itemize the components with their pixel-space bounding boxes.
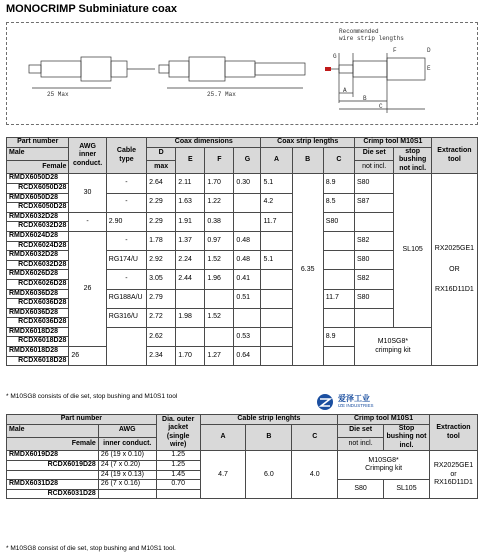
table-row xyxy=(7,174,478,184)
stop-bushing-cell: SL105 xyxy=(394,174,431,328)
header-awg: AWG inner conduct. xyxy=(69,138,106,174)
part-female: RCDX6019D28 xyxy=(7,460,99,470)
part-female: RCDX6050D28 xyxy=(7,183,69,193)
drawing-label-e: E xyxy=(427,65,431,72)
header-cable-type: Cable type xyxy=(106,138,146,174)
connector-drawing xyxy=(6,22,478,125)
header-extraction-tool: Extraction tool xyxy=(429,415,477,451)
c-cell xyxy=(323,251,354,270)
d-cell: 2.62 xyxy=(147,327,176,346)
a-cell xyxy=(261,270,292,289)
awg-empty xyxy=(98,489,156,499)
die-cell: S82 xyxy=(354,231,393,250)
header-dia-outer: Dia. outer jacket (single wire) xyxy=(156,415,200,451)
part-male: RMDX6050D28 xyxy=(7,174,69,184)
d-cell: 2.34 xyxy=(147,347,176,366)
a-cell: 5.1 xyxy=(261,174,292,193)
die-cell xyxy=(354,308,393,327)
a-cell xyxy=(261,347,292,366)
c-cell xyxy=(323,308,354,327)
d-cell: 2.29 xyxy=(147,193,176,212)
cable-cell: RG316/U xyxy=(106,308,146,327)
header-c: C xyxy=(292,424,338,451)
c-cell xyxy=(323,270,354,289)
die-cell: S82 xyxy=(354,270,393,289)
awg-cell: 26 (7 x 0.16) xyxy=(98,480,156,490)
a-cell: 4.2 xyxy=(261,193,292,212)
header-b: B xyxy=(246,424,292,451)
part-empty xyxy=(7,470,99,480)
part-female: RCDX6024D28 xyxy=(7,241,69,251)
header-a: A xyxy=(200,424,246,451)
table-header-row xyxy=(7,424,478,437)
dia-cell: 0.70 xyxy=(156,480,200,490)
c-cell: 11.7 xyxy=(261,212,292,231)
a-cell: 4.7 xyxy=(200,451,246,499)
header-die-set: Die set xyxy=(354,147,393,160)
f-cell: 1.52 xyxy=(205,308,234,327)
die-cell: S80 xyxy=(354,174,393,193)
e-cell: 1.37 xyxy=(176,231,205,250)
crimping-kit-cell xyxy=(338,451,430,480)
die-cell: S80 xyxy=(354,289,393,308)
header-stop-bushing: Stop bushing not incl. xyxy=(384,424,430,451)
cable-strip-table xyxy=(6,414,478,499)
header-part-number: Part number xyxy=(7,138,69,148)
e-cell xyxy=(176,289,205,308)
header-part-number: Part number xyxy=(7,415,157,425)
e-cell: 2.11 xyxy=(176,174,205,193)
g-cell: 0.51 xyxy=(234,289,261,308)
part-female: RCDX6032D28 xyxy=(7,260,69,270)
e-cell xyxy=(176,327,205,346)
header-f: F xyxy=(205,147,234,174)
extraction-tool-1: RX2025GE1 xyxy=(433,461,474,469)
header-coax-dimensions: Coax dimensions xyxy=(147,138,261,148)
cable-cell: - xyxy=(106,231,146,250)
header-female: Female xyxy=(7,437,99,450)
coax-dimensions-table xyxy=(6,137,478,366)
g-cell: 0.53 xyxy=(234,327,261,346)
d-cell: 2.79 xyxy=(147,289,176,308)
header-female: Female xyxy=(7,160,69,173)
drawing-label-max-1: 25 Max xyxy=(47,91,69,98)
awg-cell: 26 xyxy=(69,231,106,346)
header-strip-lengths: Coax strip lengths xyxy=(261,138,355,148)
m10sg8-label: M10SG8* xyxy=(368,456,399,464)
g-cell xyxy=(234,193,261,212)
extraction-tool-2: RX16D11D1 xyxy=(435,286,474,294)
crimping-kit-label: crimping kit xyxy=(375,346,411,354)
logo-subtitle: IZE INDUSTRIES xyxy=(338,403,374,408)
awg-cell: 30 xyxy=(69,174,106,212)
drawing-label-max-2: 25.7 Max xyxy=(207,91,236,98)
logo-icon xyxy=(316,393,334,411)
drawing-label-strip: wire strip lengths xyxy=(339,35,404,42)
g-cell: 0.38 xyxy=(205,212,234,231)
cable-cell: RG174/U xyxy=(106,251,146,270)
extraction-cell xyxy=(429,451,477,499)
f-cell: 1.22 xyxy=(205,193,234,212)
page-title: MONOCRIMP Subminiature coax xyxy=(6,3,177,15)
part-male: RMDX6019D28 xyxy=(7,451,99,461)
part-male: RMDX6036D28 xyxy=(7,289,69,299)
cable-cell: - xyxy=(106,193,146,212)
header-crimp-tool: Crimp tool M10S1 xyxy=(354,138,431,148)
dia-empty xyxy=(156,489,200,499)
header-strip-lengths: Cable strip lenghts xyxy=(200,415,338,425)
extraction-or: or xyxy=(450,470,457,478)
part-female: RCDX6018D28 xyxy=(7,337,69,347)
drawing-label-recommended: Recommended xyxy=(339,28,379,35)
footnote-2: * M10SG8 consist of die set, stop bushing and M10S1 tool. xyxy=(6,545,176,552)
header-d: D xyxy=(147,147,176,160)
cable-cell: RG188A/U xyxy=(106,289,146,308)
drawing-label-d: D xyxy=(427,47,431,54)
cable-cell xyxy=(106,327,146,365)
c-cell: 8.9 xyxy=(323,174,354,193)
c-cell xyxy=(323,231,354,250)
header-extraction-tool: Extraction tool xyxy=(431,138,477,174)
d-cell: 2.92 xyxy=(147,251,176,270)
c-cell: 8.9 xyxy=(323,327,354,346)
f-cell: 1.52 xyxy=(205,251,234,270)
table-header-row xyxy=(7,415,478,425)
drawing-label-f: F xyxy=(393,47,397,54)
a-cell xyxy=(261,308,292,327)
f-cell xyxy=(205,289,234,308)
footnote-1: * M10SG8 consists of die set, stop bushing and M10S1 tool xyxy=(6,393,178,400)
table-header-row xyxy=(7,138,478,148)
header-d-max: max xyxy=(147,160,176,173)
a-cell xyxy=(261,327,292,346)
e-cell: 1.63 xyxy=(176,193,205,212)
part-male: RMDX6018D28 xyxy=(7,327,69,337)
header-inner-conduct: inner conduct. xyxy=(98,437,156,450)
b-cell: 6.0 xyxy=(246,451,292,499)
f-cell: 1.91 xyxy=(176,212,205,231)
c-cell xyxy=(323,347,354,366)
drawing-graphic xyxy=(7,23,479,126)
header-stop-bushing: stop bushing not incl. xyxy=(394,147,431,174)
cable-cell: - xyxy=(69,212,106,231)
part-male: RMDX6031D28 xyxy=(7,480,99,490)
header-awg: AWG xyxy=(98,424,156,437)
d-cell: 2.64 xyxy=(147,174,176,193)
part-male: RMDX6026D28 xyxy=(7,270,69,280)
part-female: RCDX6018D28 xyxy=(7,356,69,366)
die-cell: S87 xyxy=(354,193,393,212)
f-cell: 0.97 xyxy=(205,231,234,250)
e-cell: 1.98 xyxy=(176,308,205,327)
g-cell: 0.30 xyxy=(234,174,261,193)
part-female: RCDX6026D28 xyxy=(7,279,69,289)
header-male: Male xyxy=(7,424,99,437)
header-crimp-tool: Crimp tool M10S1 xyxy=(338,415,430,425)
part-male: RMDX6024D28 xyxy=(7,231,69,241)
e-cell: 2.44 xyxy=(176,270,205,289)
table-row xyxy=(7,451,478,461)
part-male: RMDX6036D28 xyxy=(7,308,69,318)
drawing-label-a: A xyxy=(343,87,347,94)
c-cell: 11.7 xyxy=(323,289,354,308)
d-cell: 2.90 xyxy=(106,212,146,231)
g-cell: 0.41 xyxy=(234,270,261,289)
header-die-set: Die set xyxy=(338,424,384,437)
extraction-or: OR xyxy=(449,265,460,273)
f-cell: 1.70 xyxy=(205,174,234,193)
part-male: RMDX6032D28 xyxy=(7,251,69,261)
c-cell: 4.0 xyxy=(292,451,338,499)
header-c: C xyxy=(323,147,354,174)
part-female: RCDX6036D28 xyxy=(7,299,69,309)
header-a: A xyxy=(261,147,292,174)
a-cell xyxy=(234,212,261,231)
company-logo xyxy=(316,392,436,412)
part-female: RCDX6036D28 xyxy=(7,318,69,328)
b-cell: 6.35 xyxy=(292,174,323,366)
a-cell xyxy=(261,289,292,308)
header-g: G xyxy=(234,147,261,174)
f-cell: 1.96 xyxy=(205,270,234,289)
extraction-cell xyxy=(431,174,477,366)
m10sg8-label: M10SG8* xyxy=(377,337,409,345)
header-not-incl: not incl. xyxy=(354,160,393,173)
header-e: E xyxy=(176,147,205,174)
dia-cell: 1.25 xyxy=(156,451,200,461)
f-cell: 1.27 xyxy=(205,347,234,366)
drawing-label-g: G xyxy=(333,53,337,60)
awg-cell: 26 xyxy=(69,347,106,366)
part-female: RCDX6050D28 xyxy=(7,203,69,213)
cable-cell: - xyxy=(106,174,146,193)
a-cell xyxy=(261,231,292,250)
extraction-tool-1: RX2025GE1 xyxy=(434,244,475,252)
e-cell: 2.24 xyxy=(176,251,205,270)
d-cell: 3.05 xyxy=(147,270,176,289)
e-cell: 2.29 xyxy=(147,212,176,231)
awg-cell: 24 (19 x 0.13) xyxy=(98,470,156,480)
part-female: RCDX6032D28 xyxy=(7,222,69,232)
logo-name: 爱泽工业 xyxy=(338,394,370,403)
die-cell: S80 xyxy=(338,480,384,499)
part-male: RMDX6032D28 xyxy=(7,212,69,222)
c-cell: 8.5 xyxy=(323,193,354,212)
header-not-incl: not incl. xyxy=(338,437,384,450)
a-cell: 5.1 xyxy=(261,251,292,270)
extraction-tool-2: RX16D11D1 xyxy=(434,479,473,487)
stop-bushing-cell: SL105 xyxy=(384,480,430,499)
d-cell: 2.72 xyxy=(147,308,176,327)
f-cell xyxy=(205,327,234,346)
e-cell: 1.70 xyxy=(176,347,205,366)
g-cell: 0.48 xyxy=(234,231,261,250)
g-cell: 0.64 xyxy=(234,347,261,366)
awg-cell: 26 (19 x 0.10) xyxy=(98,451,156,461)
die-cell: S80 xyxy=(323,212,354,231)
die-cell: S80 xyxy=(354,251,393,270)
header-b: B xyxy=(292,147,323,174)
d-cell: 1.78 xyxy=(147,231,176,250)
drawing-label-b: B xyxy=(363,95,367,102)
header-male: Male xyxy=(7,147,69,160)
dia-cell: 1.45 xyxy=(156,470,200,480)
g-cell xyxy=(234,308,261,327)
part-male: RMDX6050D28 xyxy=(7,193,69,203)
g-cell: 0.48 xyxy=(234,251,261,270)
crimping-kit-cell xyxy=(354,327,431,365)
part-male: RMDX6018D28 xyxy=(7,347,69,357)
crimping-kit-label: Crimping kit xyxy=(365,465,403,473)
awg-cell: 24 (7 x 0.20) xyxy=(98,460,156,470)
dia-cell: 1.25 xyxy=(156,460,200,470)
part-female: RCDX6031D28 xyxy=(7,489,99,499)
cable-cell: - xyxy=(106,270,146,289)
drawing-label-c: C xyxy=(379,103,383,110)
